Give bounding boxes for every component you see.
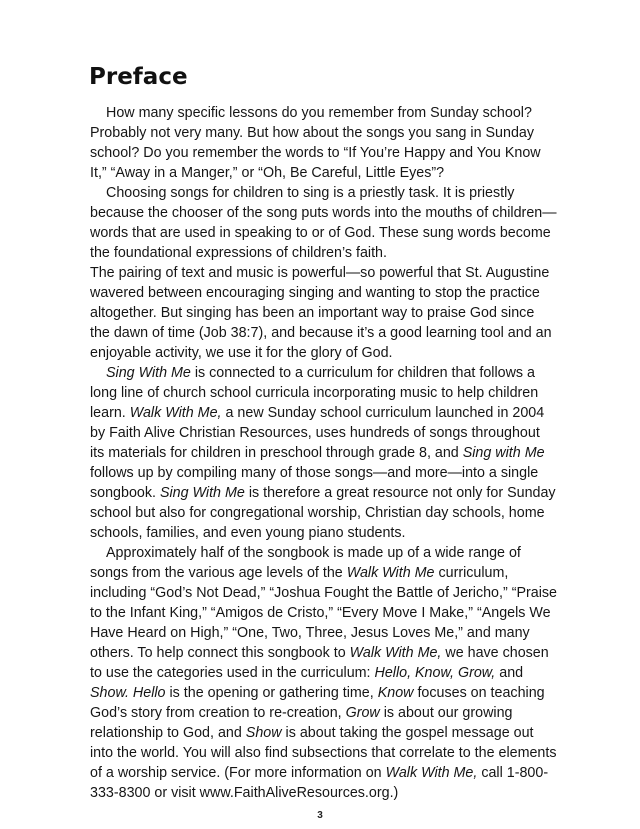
page-number: 3 xyxy=(317,810,323,821)
text-run: is therefore a great resource not only for Sunday school but also for congregational worship, Christian day schools, home schools, families, and even young piano students. xyxy=(90,485,556,541)
italic-text-run: Walk With Me, xyxy=(385,765,478,781)
text-run: Choosing songs for children to sing is a priestly task. It is priestly because the chooser of the song puts words into the mouths of children—words that are used in speaking to or of God. These sung words become the foundational expressions of children’s faith. xyxy=(90,185,557,261)
text-run: focuses on teaching God’s story from creation to re-creation, xyxy=(90,685,545,721)
italic-text-run: Grow xyxy=(345,705,380,721)
paragraph xyxy=(90,103,558,183)
text-run: is about our growing relationship to God, and xyxy=(90,705,513,741)
text-run: is the opening or gathering time, xyxy=(165,685,378,701)
italic-text-run: Show. Hello xyxy=(90,685,166,701)
text-run: a new Sunday school curriculum launched in 2004 by Faith Alive Christian Resources, uses hundreds of songs throughout its materials for children in preschool through grade 8, and xyxy=(90,405,545,461)
text-run: How many specific lessons do you remember from Sunday school? Probably not very many. But how about the songs you sang in Sunday school? Do you remember the words to “If You’re Happy and You Know It,” “Away in a Manger,” or “Oh, Be Careful, Little Eyes”? xyxy=(90,105,541,181)
paragraph xyxy=(90,543,558,803)
italic-text-run: Sing With Me xyxy=(106,365,191,381)
italic-text-run: Show xyxy=(245,725,282,741)
text-run: The pairing of text and music is powerful—so powerful that St. Augustine wavered between encouraging singing and wanting to stop the practice altogether. But singing has been an important way to praise God since the dawn of time (Job 38:7), and because it’s a good learning tool and an enjoyable activity, we use it for the glory of God. xyxy=(90,265,552,361)
italic-text-run: Sing With Me xyxy=(159,485,245,501)
text-run: is about taking the gospel message out into the world. You will also find subsections that correlate to the elements of a worship service. (For more information on xyxy=(90,725,557,781)
italic-text-run: Walk With Me, xyxy=(349,645,442,661)
italic-text-run: Walk With Me xyxy=(346,565,435,581)
text-run: call 1-800-333-8300 or visit www.FaithAliveResources.org.) xyxy=(90,765,549,801)
text-run: follows up by compiling many of those songs—and more—into a single songbook. xyxy=(90,465,539,501)
italic-text-run: Walk With Me, xyxy=(129,405,222,421)
paragraph xyxy=(90,263,558,363)
italic-text-run: Know xyxy=(377,685,414,701)
text-run: and xyxy=(495,665,524,681)
text-run: Approximately half of the songbook is made up of a wide range of songs from the various age levels of the xyxy=(90,545,521,581)
body-text xyxy=(90,103,558,803)
paragraph xyxy=(90,183,558,263)
text-run: we have chosen to use the categories used in the curriculum: xyxy=(90,645,549,681)
text-run: is connected to a curriculum for children that follows a long line of church school curricula incorporating music to help children learn. xyxy=(90,365,539,421)
italic-text-run: Hello, Know, Grow, xyxy=(374,665,496,681)
page-title: Preface xyxy=(89,64,188,90)
text-run: curriculum, including “God’s Not Dead,” “Joshua Fought the Battle of Jericho,” “Praise to the Infant King,” “Amigos de Cristo,” “Every Move I Make,” “Angels We Have Heard on High,” “One, Two, Three, Jesus Loves Me,” and many others. To help connect this songbook to xyxy=(90,565,558,661)
paragraph xyxy=(90,363,558,543)
italic-text-run: Sing with Me xyxy=(462,445,545,461)
